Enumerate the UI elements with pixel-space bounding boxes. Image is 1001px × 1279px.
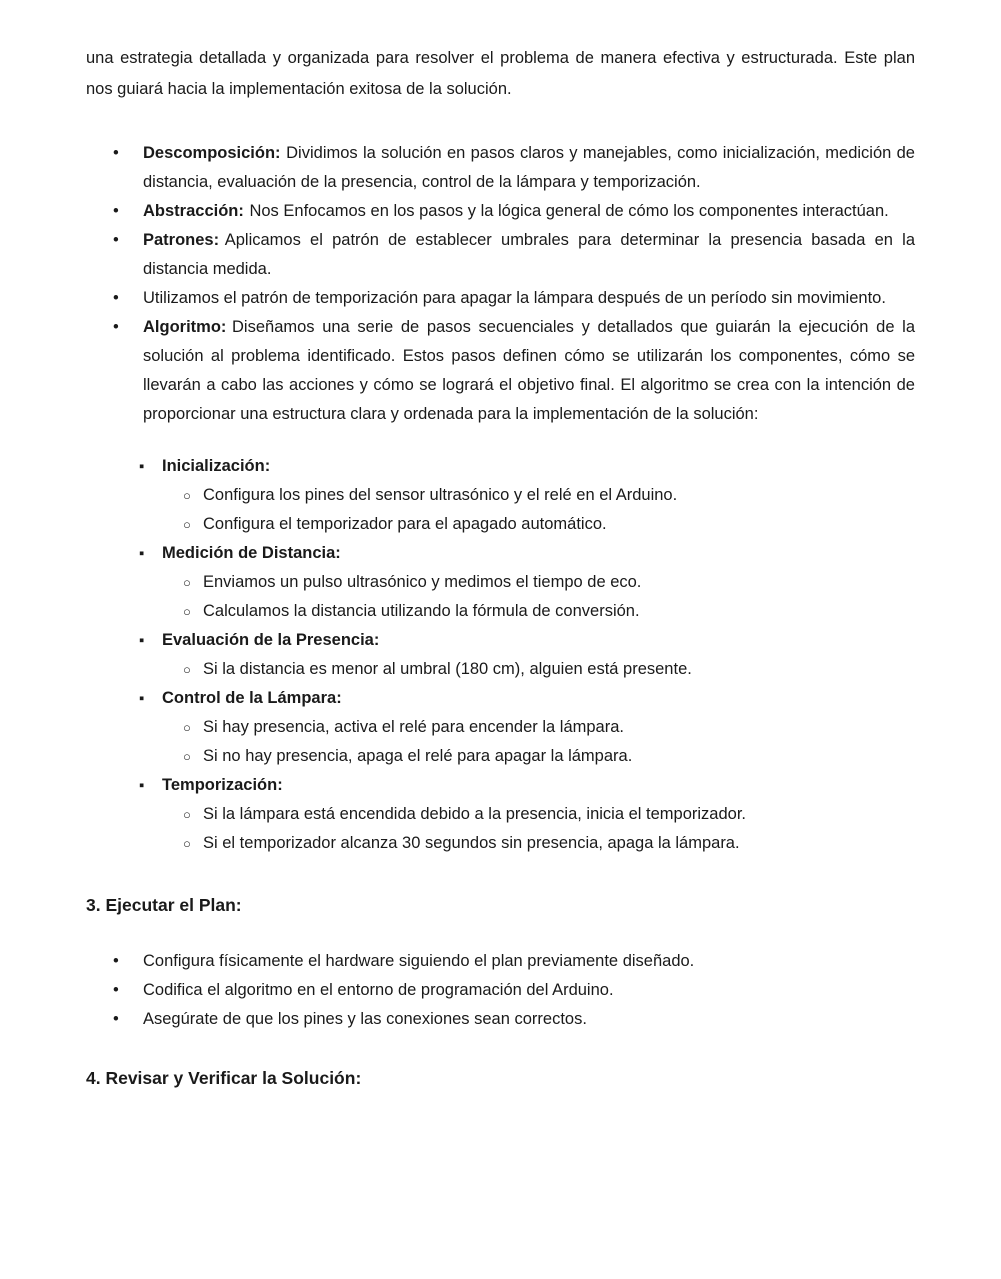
list-item-term: Abstracción:	[143, 202, 244, 220]
list-item-body	[143, 197, 915, 226]
algorithm-substep-text: Si hay presencia, activa el relé para encender la lámpara.	[203, 718, 624, 736]
list-item-text: Diseñamos una serie de pasos secuenciales y detallados que guiarán la ejecución de la solución al problema identificado. Estos pasos definen cómo se utilizarán los componentes, cómo se llevarán a cabo las acciones y cómo se logrará el objetivo final. El algoritmo se crea con la intención de proporcionar una estructura clara y ordenada para la implementación de la solución:	[143, 318, 915, 423]
execute-step	[86, 1005, 915, 1034]
algorithm-step	[86, 771, 915, 800]
list-item-term: Algoritmo:	[143, 318, 227, 336]
algorithm-substep	[86, 742, 915, 771]
algorithm-step-title: Evaluación de la Presencia:	[162, 631, 380, 649]
algorithm-substep	[86, 597, 915, 626]
list-item-term: Patrones:	[143, 231, 220, 249]
algorithm-step	[86, 626, 915, 655]
algorithm-substep-text: Configura los pines del sensor ultrasónico y el relé en el Arduino.	[203, 486, 678, 504]
algorithm-step	[86, 452, 915, 481]
list-item-text: Utilizamos el patrón de temporización para apagar la lámpara después de un período sin movimiento.	[143, 289, 886, 307]
bullet-icon: •	[113, 1010, 119, 1028]
square-bullet-icon: ▪	[139, 690, 145, 707]
square-bullet-icon: ▪	[139, 632, 145, 649]
algorithm-step-title: Medición de Distancia:	[162, 544, 341, 562]
bullet-icon: •	[113, 202, 119, 220]
algorithm-substep-text: Si la distancia es menor al umbral (180 cm), alguien está presente.	[203, 660, 692, 678]
circle-bullet-icon: ○	[183, 662, 191, 677]
execute-step	[86, 976, 915, 1005]
algorithm-step	[86, 539, 915, 568]
section-heading-execute: 3. Ejecutar el Plan:	[86, 895, 242, 915]
algorithm-substep-text: Si la lámpara está encendida debido a la presencia, inicia el temporizador.	[203, 805, 746, 823]
list-item	[86, 226, 915, 284]
bullet-icon: •	[113, 289, 119, 307]
list-item-body	[143, 284, 915, 313]
algorithm-substep	[86, 829, 915, 858]
algorithm-substep-text: Si el temporizador alcanza 30 segundos sin presencia, apaga la lámpara.	[203, 834, 740, 852]
circle-bullet-icon: ○	[183, 749, 191, 764]
algorithm-substep	[86, 800, 915, 829]
algorithm-substep	[86, 713, 915, 742]
circle-bullet-icon: ○	[183, 836, 191, 851]
algorithm-substep-text: Calculamos la distancia utilizando la fórmula de conversión.	[203, 602, 640, 620]
circle-bullet-icon: ○	[183, 604, 191, 619]
algorithm-substep-text: Configura el temporizador para el apagado automático.	[203, 515, 607, 533]
algorithm-step-title: Temporización:	[162, 776, 283, 794]
algorithm-substep-text: Si no hay presencia, apaga el relé para apagar la lámpara.	[203, 747, 633, 765]
bullet-icon: •	[113, 952, 119, 970]
intro-paragraph: una estrategia detallada y organizada para resolver el problema de manera efectiva y estructurada. Este plan nos guiará hacia la implementación exitosa de la solución.	[86, 49, 915, 98]
list-item-body	[143, 313, 915, 429]
bullet-icon: •	[113, 318, 119, 336]
list-item-body	[143, 139, 915, 197]
execute-plan-list	[86, 947, 915, 1034]
algorithm-substep	[86, 481, 915, 510]
list-item-text: Dividimos la solución en pasos claros y manejables, como inicialización, medición de distancia, evaluación de la presencia, control de la lámpara y temporización.	[143, 144, 915, 191]
algorithm-steps-list	[86, 452, 915, 858]
algorithm-substep	[86, 510, 915, 539]
circle-bullet-icon: ○	[183, 720, 191, 735]
list-item-body	[143, 226, 915, 284]
list-item	[86, 284, 915, 313]
circle-bullet-icon: ○	[183, 807, 191, 822]
computational-thinking-list	[86, 139, 915, 429]
section-heading-review: 4. Revisar y Verificar la Solución:	[86, 1068, 362, 1088]
bullet-icon: •	[113, 981, 119, 999]
list-item-term: Descomposición:	[143, 144, 281, 162]
algorithm-step-title: Inicialización:	[162, 457, 271, 475]
bullet-icon: •	[113, 231, 119, 249]
execute-step-text: Asegúrate de que los pines y las conexiones sean correctos.	[143, 1010, 587, 1028]
algorithm-substep	[86, 568, 915, 597]
list-item-text: Nos Enfocamos en los pasos y la lógica general de cómo los componentes interactúan.	[249, 202, 889, 220]
list-item	[86, 313, 915, 429]
execute-step	[86, 947, 915, 976]
list-item	[86, 139, 915, 197]
execute-step-text: Configura físicamente el hardware siguiendo el plan previamente diseñado.	[143, 952, 695, 970]
list-item-text: Aplicamos el patrón de establecer umbrales para determinar la presencia basada en la distancia medida.	[143, 231, 915, 278]
algorithm-substep	[86, 655, 915, 684]
circle-bullet-icon: ○	[183, 488, 191, 503]
algorithm-substep-text: Enviamos un pulso ultrasónico y medimos el tiempo de eco.	[203, 573, 642, 591]
algorithm-step	[86, 684, 915, 713]
bullet-icon: •	[113, 144, 119, 162]
list-item	[86, 197, 915, 226]
square-bullet-icon: ▪	[139, 545, 145, 562]
execute-step-text: Codifica el algoritmo en el entorno de programación del Arduino.	[143, 981, 614, 999]
algorithm-step-title: Control de la Lámpara:	[162, 689, 342, 707]
circle-bullet-icon: ○	[183, 575, 191, 590]
square-bullet-icon: ▪	[139, 777, 145, 794]
circle-bullet-icon: ○	[183, 517, 191, 532]
square-bullet-icon: ▪	[139, 458, 145, 475]
